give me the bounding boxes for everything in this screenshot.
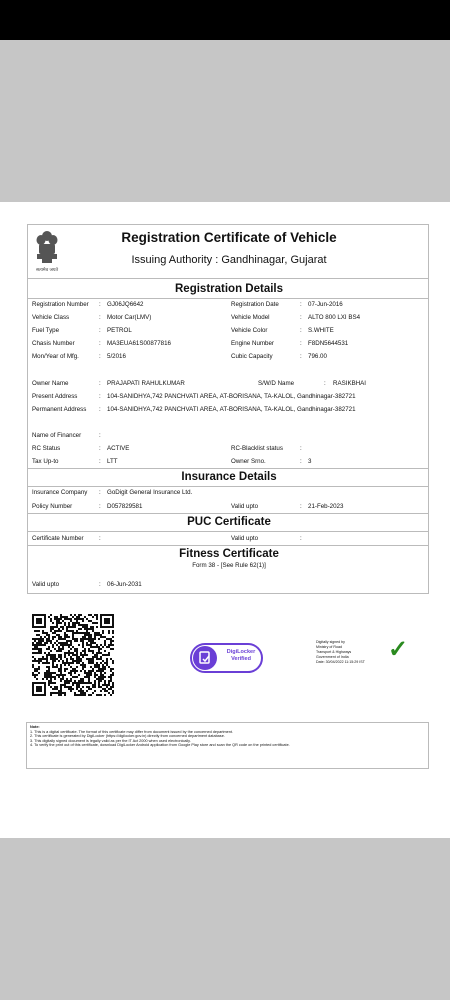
colon: : — [99, 393, 101, 400]
notes-title: Note: — [30, 725, 40, 729]
label-present-address: Present Address — [32, 393, 78, 400]
colon: : — [300, 314, 302, 321]
certificate-box — [27, 224, 429, 594]
note-item: 2. This certificate is generated by DigiLocker (https://digilocker.gov.in) directly from concerned department database. — [30, 734, 225, 739]
value-rc-status: ACTIVE — [107, 445, 130, 452]
label-owner-name: Owner Name — [32, 380, 69, 387]
label-engine-number: Engine Number — [231, 340, 274, 347]
label-tax-upto: Tax Up-to — [32, 458, 59, 465]
value-present-address: 104-SANIDHYA,742 PANCHVATI AREA, AT-BORISANA, TA-KALOL, Gandhinagar-382721 — [107, 393, 356, 400]
colon: : — [99, 458, 101, 465]
label-permanent-address: Permanent Address — [32, 406, 87, 413]
certificate-title: Registration Certificate of Vehicle — [121, 230, 337, 245]
label-rc-blacklist: RC-Blacklist status — [231, 445, 283, 452]
sig-line: Government of India — [316, 655, 349, 659]
value-vehicle-class: Motor Car(LMV) — [107, 314, 152, 321]
divider — [28, 545, 428, 546]
label-puc-valid-upto: Valid upto — [231, 535, 259, 542]
colon: : — [99, 340, 101, 347]
value-permanent-address: 104-SANIDHYA,742 PANCHVATI AREA, AT-BORISANA, TA-KALOL, Gandhinagar-382721 — [107, 406, 356, 413]
label-cubic-capacity: Cubic Capacity — [231, 353, 273, 360]
digital-signature — [316, 636, 410, 673]
digilocker-icon — [193, 646, 217, 670]
value-cubic-capacity: 796.00 — [308, 353, 327, 360]
viewer-background-top — [0, 40, 450, 202]
colon: : — [99, 301, 101, 308]
digilocker-verified-badge — [190, 643, 263, 673]
viewer-background-bottom — [0, 838, 450, 1000]
sig-line: Date: 30/04/2022 11:15:29 IST — [316, 660, 365, 664]
colon: : — [99, 314, 101, 321]
value-insurance-valid-upto: 21-Feb-2023 — [308, 503, 344, 510]
label-puc-certificate-number: Certificate Number — [32, 535, 84, 542]
colon: : — [300, 458, 302, 465]
note-item: 1. This is a digital certificate. The format of this certificate may differ from document issued by the concerned department. — [30, 729, 234, 734]
value-engine-number: F8DN5644531 — [308, 340, 349, 347]
colon: : — [300, 301, 302, 308]
emblem-motto: सत्यमेव जयते — [35, 268, 59, 273]
label-chasis-number: Chasis Number — [32, 340, 75, 347]
registration-heading: Registration Details — [175, 283, 283, 295]
note-item: 3. This digitally signed document is legally valid as per the IT Act 2000 when used electronically. — [30, 738, 191, 743]
colon: : — [99, 489, 101, 496]
value-chasis-number: MA3EUA61S00877816 — [107, 340, 171, 347]
colon: : — [324, 380, 326, 387]
fitness-form-reference: Form 38 - [See Rule 62(1)] — [192, 562, 266, 569]
divider — [28, 468, 428, 469]
check-icon: ✓ — [388, 636, 409, 663]
value-fitness-valid-upto: 06-Jun-2031 — [107, 581, 142, 588]
value-mfg-date: 5/2016 — [107, 353, 126, 360]
label-insurance-valid-upto: Valid upto — [231, 503, 259, 510]
value-registration-date: 07-Jun-2016 — [308, 301, 343, 308]
fitness-heading: Fitness Certificate — [179, 548, 279, 560]
colon: : — [99, 432, 101, 439]
divider — [28, 278, 428, 279]
colon: : — [300, 327, 302, 334]
sig-line: Ministry of Road — [316, 645, 342, 649]
label-registration-date: Registration Date — [231, 301, 279, 308]
value-policy-number: D057829581 — [107, 503, 143, 510]
colon: : — [300, 445, 302, 452]
sig-line: Transport & Highways — [316, 650, 352, 654]
colon: : — [99, 445, 101, 452]
colon: : — [99, 503, 101, 510]
label-policy-number: Policy Number — [32, 503, 73, 510]
value-vehicle-color: S.WHITE — [308, 327, 334, 334]
insurance-heading: Insurance Details — [181, 471, 277, 483]
divider — [28, 531, 428, 532]
divider — [28, 298, 428, 299]
value-owner-srno: 3 — [308, 458, 312, 465]
colon: : — [99, 581, 101, 588]
colon: : — [99, 353, 101, 360]
issuing-authority: Issuing Authority : Gandhinagar, Gujarat — [131, 254, 327, 266]
label-vehicle-color: Vehicle Color — [231, 327, 268, 334]
badge-line1: DigiLocker — [226, 649, 256, 655]
label-mfg-date: Mon/Year of Mfg. — [32, 353, 79, 360]
label-owner-srno: Owner Srno. — [231, 458, 266, 465]
notes-box — [26, 722, 429, 769]
colon: : — [300, 535, 302, 542]
divider — [28, 513, 428, 514]
status-bar — [0, 0, 450, 40]
colon: : — [99, 535, 101, 542]
colon: : — [99, 406, 101, 413]
badge-line2: Verified — [231, 656, 251, 662]
value-insurance-company: GoDigit General Insurance Ltd. — [107, 489, 193, 496]
label-fuel-type: Fuel Type — [32, 327, 60, 334]
value-vehicle-model: ALTO 800 LXI BS4 — [308, 314, 361, 321]
note-item: 4. To verify the print out of this certificate, download DigiLocker Android application from Google Play store and scan the QR code on the printed certificate. — [30, 743, 290, 748]
value-swd-name: RASIKBHAI — [333, 380, 367, 387]
label-financer: Name of Financer — [32, 432, 82, 439]
colon: : — [99, 380, 101, 387]
label-registration-number: Registration Number — [32, 301, 89, 308]
label-swd-name: S/W/D Name — [258, 380, 295, 387]
label-fitness-valid-upto: Valid upto — [32, 581, 60, 588]
sig-line: Digitally signed by — [316, 640, 345, 644]
value-tax-upto: LTT — [107, 458, 118, 465]
puc-heading: PUC Certificate — [187, 516, 271, 528]
colon: : — [300, 353, 302, 360]
label-vehicle-model: Vehicle Model — [231, 314, 270, 321]
label-vehicle-class: Vehicle Class — [32, 314, 70, 321]
colon: : — [99, 327, 101, 334]
value-registration-number: GJ06JQ6642 — [107, 301, 144, 308]
label-insurance-company: Insurance Company — [32, 489, 88, 496]
qr-code[interactable] — [32, 614, 114, 696]
document-page[interactable] — [0, 202, 450, 838]
value-fuel-type: PETROL — [107, 327, 132, 334]
colon: : — [300, 503, 302, 510]
value-owner-name: PRAJAPATI RAHULKUMAR — [107, 380, 185, 387]
colon: : — [300, 340, 302, 347]
label-rc-status: RC Status — [32, 445, 61, 452]
divider — [28, 486, 428, 487]
